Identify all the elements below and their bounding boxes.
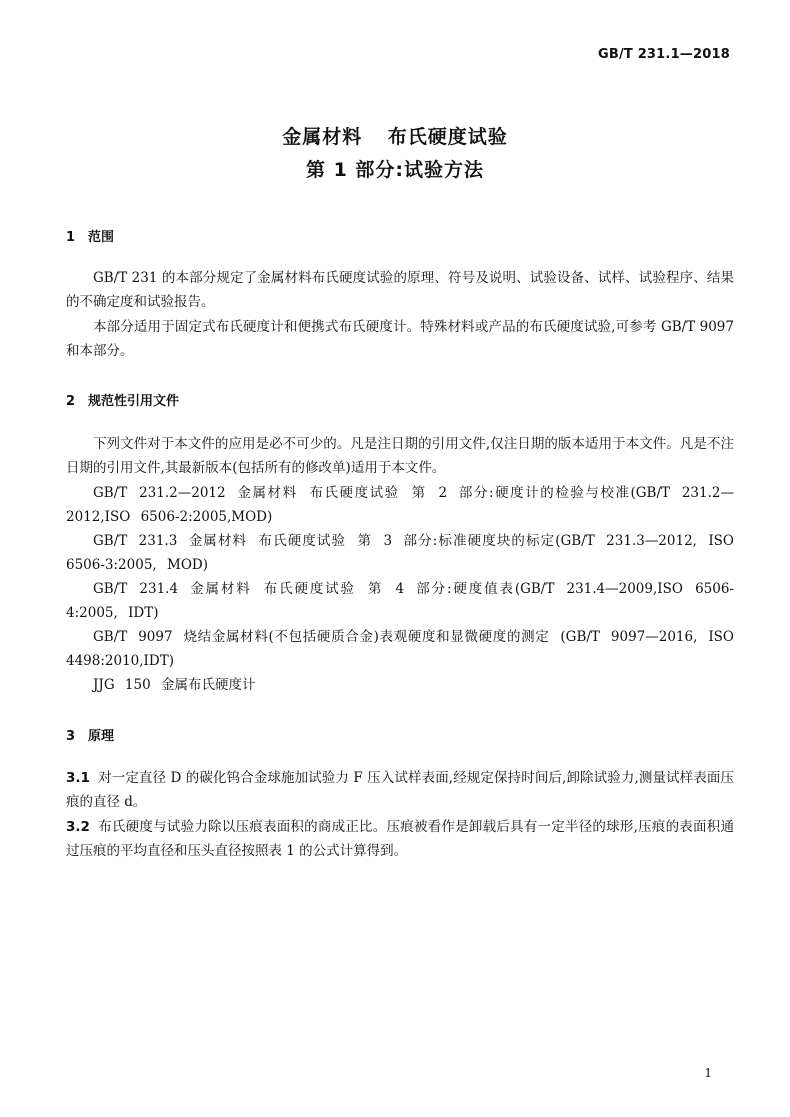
references-intro: 下列文件对于本文件的应用是必不可少的。凡是注日期的引用文件,仅注日期的版本适用于本文件。凡是不注日期的引用文件,其最新版本(包括所有的修改单)适用于本文件。 [66,436,734,476]
section-title: 规范性引用文件 [88,394,180,409]
section-title: 范围 [88,230,115,245]
clause-text: 布氏硬度与试验力除以压痕表面积的商成正比。压痕被看作是卸载后具有一定半径的球形,压痕的表面积通过压痕的平均直径和压头直径按照表 1 的公式计算得到。 [66,819,734,859]
section-heading-principle [66,725,114,744]
reference-item: GB/T 231.4 金属材料 布氏硬度试验 第 4 部分:硬度值表(GB/T 231.4—2009,ISO 6506-4:2005, IDT) [66,581,734,621]
section-number: 3 [66,729,76,744]
scope-paragraph-1: GB/T 231 的本部分规定了金属材料布氏硬度试验的原理、符号及说明、试验设备、试样、试验程序、结果的不确定度和试验报告。 [66,270,734,310]
reference-item: JJG 150 金属布氏硬度计 [93,677,256,693]
clause-3-1 [66,766,734,814]
reference-item: GB/T 9097 烧结金属材料(不包括硬质合金)表观硬度和显微硬度的测定 (GB/T 9097—2016, ISO 4498:2010,IDT) [66,629,734,669]
clause-number: 3.1 [66,770,90,786]
reference-item: GB/T 231.3 金属材料 布氏硬度试验 第 3 部分:标准硬度块的标定(GB/T 231.3—2012, ISO 6506-3:2005, MOD) [66,533,734,573]
clause-number: 3.2 [66,819,90,835]
clause-text: 对一定直径 D 的碳化钨合金球施加试验力 F 压入试样表面,经规定保持时间后,卸除试验力,测量试样表面压痕的直径 d。 [66,770,734,810]
reference-item: GB/T 231.2—2012 金属材料 布氏硬度试验 第 2 部分:硬度计的检验与校准(GB/T 231.2—2012,ISO 6506-2:2005,MOD) [66,485,734,525]
document-title: 金属材料 布氏硬度试验 [282,126,508,148]
scope-paragraph-2: 本部分适用于固定式布氏硬度计和便携式布氏硬度计。特殊材料或产品的布氏硬度试验,可参考 GB/T 9097 和本部分。 [66,319,734,359]
standard-code: GB/T 231.1—2018 [597,47,730,62]
section-number: 2 [66,394,76,409]
document-subtitle: 第 1 部分:试验方法 [305,159,485,181]
section-heading-scope [66,226,114,245]
page-number: 1 [704,1066,712,1080]
section-heading-normative-references [66,390,179,409]
clause-3-2 [66,815,734,863]
section-title: 原理 [88,729,115,744]
section-number: 1 [66,230,76,245]
